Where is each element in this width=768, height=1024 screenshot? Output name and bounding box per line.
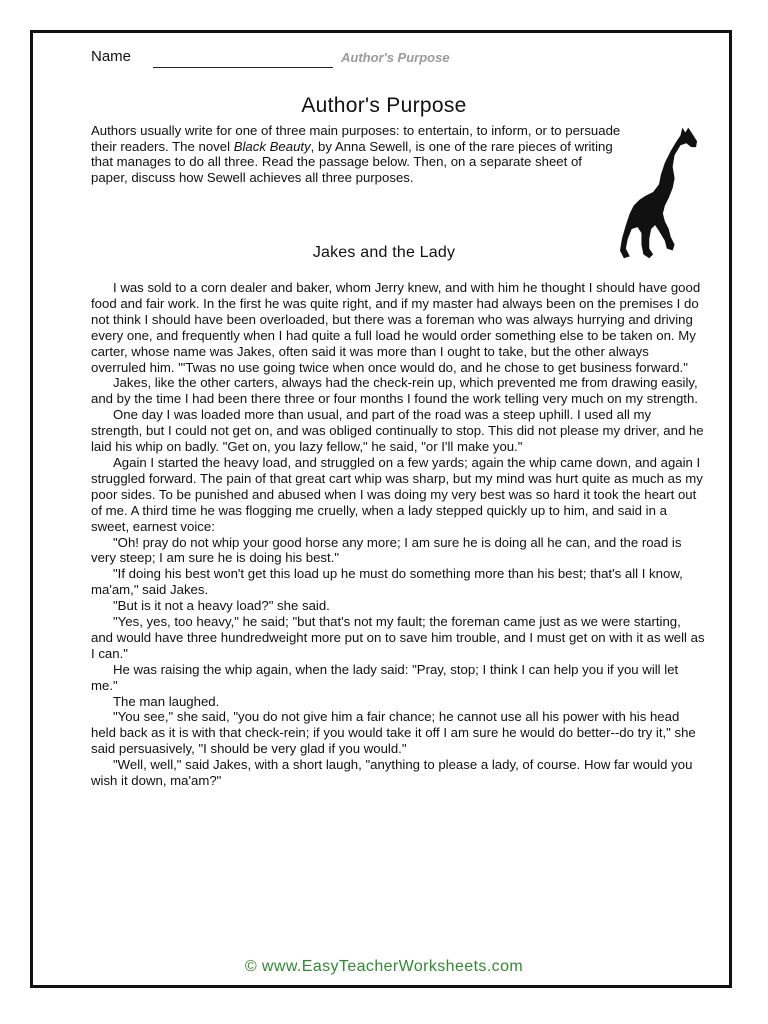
paragraph: The man laughed.	[113, 693, 220, 709]
footer-copyright: © www.EasyTeacherWorksheets.com	[244, 958, 524, 975]
intro-part-2: , by Anna Sewell, is one of the rare pieces of writing that manages to do all three. Read the passage below. Then, on a separate sheet of paper, discuss how Sewell achieves all three purposes.	[91, 138, 613, 185]
horse-silhouette-icon	[620, 122, 698, 262]
paragraph: I was sold to a corn dealer and baker, whom Jerry knew, and with him he thought I should have good food and fair work. In the first he was quite right, and if my master had always been on the premises I do not think I should have been overloaded, but there was a foreman who was always hurrying and driving every one, and frequently when I had quite a full load he would order something else to be taken on. My carter, whose name was Jakes, often said it was more than I ought to take, but the other always overruled him. "'Twas no use going twice when once would do, and he chose to get business forward."	[91, 280, 701, 375]
paragraph: Jakes, like the other carters, always had the check-rein up, which prevented me from drawing easily, and by the time I had been there three or four months I found the work telling very much on my strength.	[91, 375, 698, 407]
name-label: Name	[91, 48, 132, 65]
intro-part-1: Authors usually write for one of three main purposes: to entertain, to inform, or to persuade their readers. The novel	[91, 123, 621, 154]
page-title: Author's Purpose	[301, 94, 467, 117]
paragraph: He was raising the whip again, when the lady said: "Pray, stop; I think I can help you if you will let me."	[91, 661, 679, 693]
paragraph: "If doing his best won't get this load up he must do something more than his best; that's all I know, ma'am," said Jakes.	[91, 566, 683, 598]
paragraph: "But is it not a heavy load?" she said.	[113, 598, 330, 614]
name-row	[91, 48, 541, 72]
paragraph: Again I started the heavy load, and struggled on a few yards; again the whip came down, and again I struggled forward. The pain of that great cart whip was sharp, but my mind was hurt quite as much as my poor sides. To be punished and abused when I was doing my very best was so hard it took the heart out of me. A third time he was flogging me cruelly, when a lady stepped quickly up to him, and said in a sweet, earnest voice:	[91, 454, 703, 534]
book-title: Black Beauty	[233, 138, 311, 154]
name-line	[153, 67, 333, 68]
passage	[91, 280, 705, 789]
paragraph: "You see," she said, "you do not give him a fair chance; he cannot use all his power with his head held back as it is with that check-rein; if you would take it off I am sure he would do better--do try it," she said persuasively, "I should be very glad if you would."	[91, 709, 696, 757]
paragraph: "Yes, yes, too heavy," he said; "but that's not my fault; the foreman came just as we were starting, and would have three hundredweight more put on to save him trouble, and I must get on with it as well as I can."	[91, 614, 705, 661]
passage-title: Jakes and the Lady	[312, 244, 456, 261]
paragraph: "Well, well," said Jakes, with a short laugh, "anything to please a lady, of course. How far would you wish it down, ma'am?"	[91, 757, 693, 789]
paragraph: "Oh! pray do not whip your good horse any more; I am sure he is doing all he can, and the road is very steep; I am sure he is doing his best."	[91, 534, 682, 566]
intro-text	[91, 123, 621, 185]
header-tag: Author's Purpose	[341, 50, 450, 65]
paragraph: One day I was loaded more than usual, and part of the road was a steep uphill. I used all my strength, but I could not get on, and was obliged continually to stop. This did not please my driver, and he laid his whip on badly. "Get on, you lazy fellow," he said, "or I'll make you."	[91, 407, 704, 455]
